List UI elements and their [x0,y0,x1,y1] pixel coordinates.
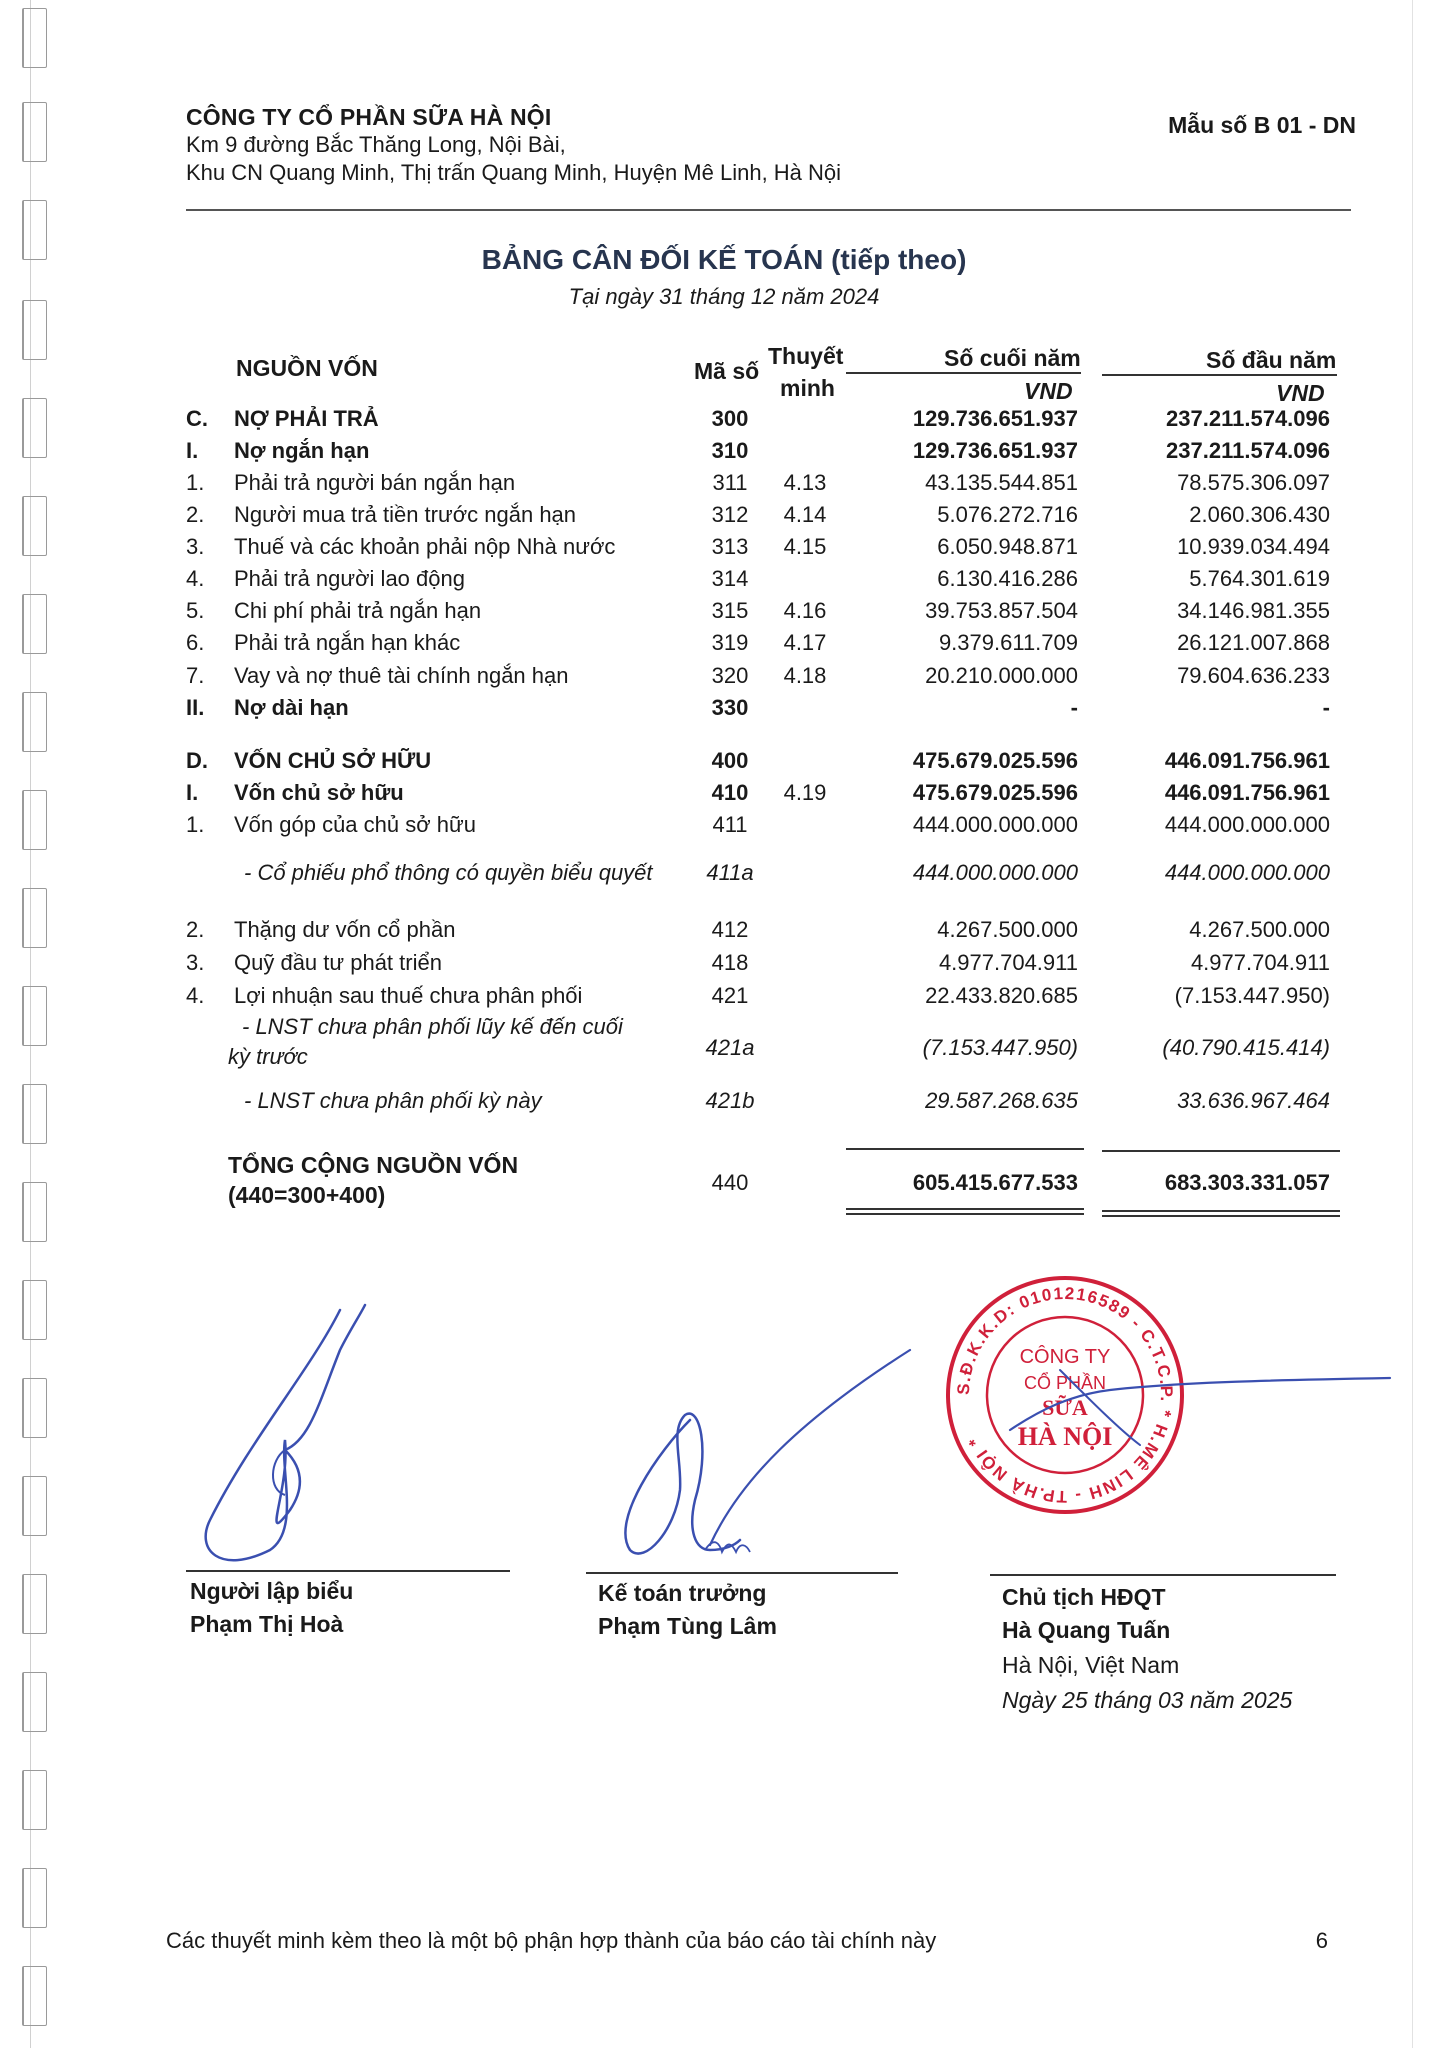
row-note: 4.15 [783,534,827,559]
row-code: 421a [705,1035,755,1060]
total-label-line1: TỔNG CỘNG NGUỒN VỐN [228,1152,519,1178]
row-code: 319 [711,630,749,655]
row-number: D. [186,748,208,773]
row-end-value: 475.679.025.596 [912,780,1078,805]
total-top-rule-end [846,1148,1084,1150]
accountant-role: Kế toán trưởng [598,1580,767,1606]
row-label: Vốn góp của chủ sở hữu [234,812,476,837]
col-head-end-currency: VND [1024,378,1073,404]
row-label: NỢ PHẢI TRẢ [234,406,379,431]
row-start-value: 5.764.301.619 [1189,566,1330,591]
row-label: Người mua trả tiền trước ngắn hạn [234,502,577,527]
company-name: CÔNG TY CỔ PHẦN SỮA HÀ NỘI [186,104,552,130]
row-label: Thặng dư vốn cổ phần [234,917,456,942]
row-number: 7. [186,663,205,688]
row-code: 313 [711,534,749,559]
chair-block [1002,1584,1292,1714]
row-code: 412 [711,917,749,942]
row-start-value: 34.146.981.355 [1177,598,1330,623]
row-number: 3. [186,534,205,559]
row-code: 330 [711,695,749,720]
row-code: 410 [711,780,749,805]
row-end-value: 22.433.820.685 [925,983,1078,1008]
row-code: 411 [712,812,748,837]
row-number: 2. [186,502,205,527]
col-head-note-line1: Thuyết [768,343,844,369]
row-number: 4. [186,983,205,1008]
accountant-signature-line [586,1572,898,1574]
row-code: 312 [711,502,749,527]
row-note: 4.14 [783,502,827,527]
total-double-rule-end-2 [846,1213,1084,1215]
row-start-value: 78.575.306.097 [1177,470,1330,495]
row-label: Lợi nhuận sau thuế chưa phân phối [234,983,583,1008]
stamp-line2: CỔ PHẦN [1023,1373,1107,1393]
chair-name: Hà Quang Tuấn [1002,1617,1171,1643]
row-number: I. [186,438,199,463]
total-double-rule-start-1 [1102,1210,1340,1212]
chair-role: Chủ tịch HĐQT [1002,1584,1166,1610]
document-title: BẢNG CÂN ĐỐI KẾ TOÁN (tiếp theo) [481,244,967,275]
row-label: Vay và nợ thuê tài chính ngắn hạn [234,663,569,688]
row-note: 4.13 [783,470,827,495]
row-note: 4.19 [783,780,827,805]
total-label [228,1150,518,1210]
row-label-line2: kỳ trước [228,1044,308,1069]
row-start-value: 237.211.574.096 [1166,406,1330,431]
preparer-signature-line [186,1570,510,1572]
footer-note: Các thuyết minh kèm theo là một bộ phận hợp thành của báo cáo tài chính này [166,1928,937,1953]
row-end-value: - [1070,695,1078,720]
preparer-name: Phạm Thị Hoà [190,1611,344,1637]
col-head-code: Mã số [694,358,760,384]
row-start-value: (40.790.415.414) [1162,1035,1330,1060]
page-number: 6 [1315,1928,1328,1953]
row-number: C. [186,406,208,431]
col-head-note-line2: minh [780,375,835,401]
row-end-value: 9.379.611.709 [938,630,1078,655]
stamp-ring-text: S.Đ.K.K.D: 0101216589 - C.T.C.P. * H.MÊ LINH - TP.HÀ NỘI * [953,1283,1177,1507]
row-note: 4.16 [783,598,827,623]
row-end-value: 4.977.704.911 [938,950,1078,975]
row-code: 400 [711,748,749,773]
col-head-start-rule [1102,374,1337,376]
row-label-multiline [228,1012,623,1072]
row-code: 315 [711,598,749,623]
total-code: 440 [711,1170,749,1195]
row-end-value: 29.587.268.635 [925,1088,1078,1113]
row-end-value: 444.000.000.000 [912,812,1078,837]
row-start-value: 4.977.704.911 [1190,950,1330,975]
col-head-source: NGUỒN VỐN [236,355,378,381]
row-start-value: 237.211.574.096 [1166,438,1330,463]
row-label: Nợ ngắn hạn [234,438,370,463]
row-end-value: 444.000.000.000 [912,860,1078,885]
row-label: Chi phí phải trả ngắn hạn [234,598,482,623]
document-header [186,104,1356,187]
row-label: Thuế và các khoản phải nộp Nhà nước [234,534,616,559]
row-end-value: 129.736.651.937 [912,406,1078,431]
row-code: 320 [711,663,749,688]
row-code: 418 [711,950,749,975]
row-note: 4.17 [783,630,827,655]
row-number: 1. [186,470,205,495]
total-double-rule-end-1 [846,1208,1084,1210]
row-end-value: (7.153.447.950) [922,1035,1078,1060]
row-start-value: 10.939.034.494 [1177,534,1330,559]
row-label: Phải trả người lao động [234,566,465,591]
row-start-value: 446.091.756.961 [1164,748,1330,773]
row-number: I. [186,780,199,805]
row-start-value: 444.000.000.000 [1164,812,1330,837]
row-label: Quỹ đầu tư phát triển [234,950,442,975]
total-end-value: 605.415.677.533 [912,1170,1078,1195]
row-end-value: 475.679.025.596 [912,748,1078,773]
total-top-rule-start [1102,1150,1340,1152]
total-label-line2: (440=300+400) [228,1182,386,1208]
stamp-line3: SỮA [1042,1395,1088,1420]
row-code: 421b [705,1088,755,1113]
accountant-signature [600,1330,920,1570]
row-start-value: - [1322,695,1330,720]
chair-signature [1000,1350,1400,1450]
preparer-signature [190,1290,450,1580]
total-double-rule-start-2 [1102,1215,1340,1217]
signing-date: Ngày 25 tháng 03 năm 2025 [1002,1687,1293,1713]
row-label: Vốn chủ sở hữu [234,780,404,805]
row-number: 6. [186,630,205,655]
row-start-value: 446.091.756.961 [1164,780,1330,805]
header-divider [186,209,1351,211]
row-note: 4.18 [783,663,827,688]
row-end-value: 43.135.544.851 [925,470,1078,495]
row-label-line1: - LNST chưa phân phối lũy kế đến cuối [242,1014,623,1039]
row-number: 2. [186,917,205,942]
row-number: 1. [186,812,205,837]
row-code: 310 [711,438,749,463]
row-start-value: 4.267.500.000 [1189,917,1330,942]
accountant-block [598,1580,777,1640]
col-head-start-year: Số đầu năm [1206,347,1337,373]
row-end-value: 5.076.272.716 [937,502,1078,527]
row-number: II. [186,695,205,720]
row-code: 311 [712,470,748,495]
preparer-block [190,1578,353,1638]
row-code: 421 [711,983,749,1008]
preparer-role: Người lập biểu [190,1578,354,1604]
col-head-end-year: Số cuối năm [944,345,1081,371]
row-start-value: 444.000.000.000 [1164,860,1330,885]
row-number: 3. [186,950,205,975]
row-start-value: 33.636.967.464 [1177,1088,1330,1113]
company-address-line1: Km 9 đường Bắc Thăng Long, Nội Bài, [186,132,566,157]
row-start-value: (7.153.447.950) [1174,983,1330,1008]
chair-signature-line [990,1574,1336,1576]
total-start-value: 683.303.331.057 [1164,1170,1330,1195]
col-head-end-rule [846,372,1081,374]
row-label: Phải trả người bán ngắn hạn [234,470,516,495]
row-start-value: 79.604.636.233 [1177,663,1330,688]
company-address-line2: Khu CN Quang Minh, Thị trấn Quang Minh, Huyện Mê Linh, Hà Nội [186,160,842,185]
row-end-value: 6.050.948.871 [937,534,1078,559]
col-head-start-currency: VND [1276,380,1325,406]
document-date: Tại ngày 31 tháng 12 năm 2024 [568,284,880,309]
row-end-value: 39.753.857.504 [925,598,1078,623]
row-start-value: 2.060.306.430 [1189,502,1330,527]
row-end-value: 20.210.000.000 [925,663,1078,688]
stamp-line4: HÀ NỘI [1017,1422,1113,1451]
row-start-value: 26.121.007.868 [1177,630,1330,655]
row-end-value: 4.267.500.000 [937,917,1078,942]
row-number: 5. [186,598,205,623]
row-end-value: 129.736.651.937 [912,438,1078,463]
accountant-name: Phạm Tùng Lâm [598,1613,777,1639]
row-end-value: 6.130.416.286 [937,566,1078,591]
row-label: VỐN CHỦ SỞ HỮU [234,748,432,773]
row-label: - Cổ phiếu phổ thông có quyền biểu quyết [244,860,653,885]
row-code: 411a [706,860,754,885]
form-code: Mẫu số B 01 - DN [1168,112,1356,138]
stamp-line1: CÔNG TY [1019,1346,1111,1368]
row-label: - LNST chưa phân phối kỳ này [244,1088,542,1113]
signing-place: Hà Nội, Việt Nam [1002,1652,1180,1678]
row-number: 4. [186,566,205,591]
row-code: 314 [711,566,749,591]
row-label: Nợ dài hạn [234,695,349,720]
row-code: 300 [711,406,749,431]
row-label: Phải trả ngắn hạn khác [234,630,461,655]
